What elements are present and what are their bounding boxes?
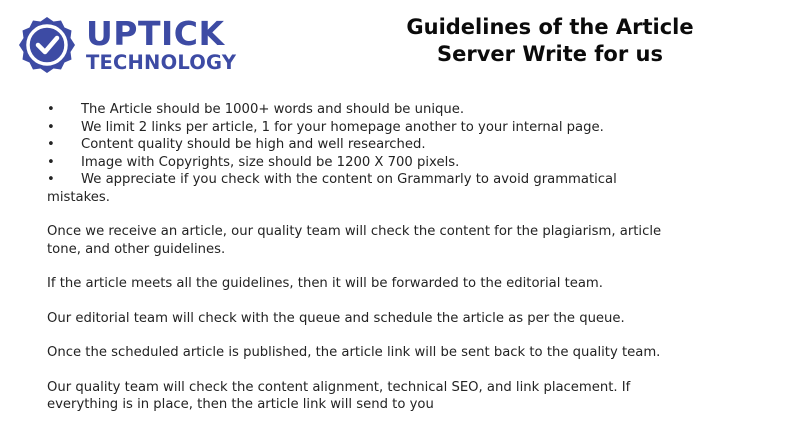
logo-word: UPTICK: [86, 14, 225, 54]
guideline-item: • Image with Copyrights, size should be 1200 X 700 pixels.: [47, 154, 677, 172]
guideline-item: • Content quality should be high and well researched.: [47, 136, 677, 154]
process-paragraph: If the article meets all the guidelines, then it will be forwarded to the editorial team.: [47, 276, 603, 291]
process-paragraph: Our editorial team will check with the queue and schedule the article as per the queue.: [47, 310, 625, 326]
guidelines-body: [47, 101, 677, 414]
checkmark-badge-icon: [16, 14, 78, 76]
logo-wordmark: [86, 14, 237, 75]
process-paragraph: Once the scheduled article is published, the article link will be sent back to the quality team.: [47, 345, 661, 360]
page-title-line-2: Server Write for us: [437, 42, 663, 66]
page-title: [360, 14, 740, 68]
page-title-line-1: Guidelines of the Article: [406, 15, 694, 39]
logo-subtitle: TECHNOLOGY: [86, 51, 237, 75]
process-paragraph: Our quality team will check the content alignment, technical SEO, and link placement. If everything is in place, then the article link will send to you: [47, 379, 631, 412]
guideline-item: • We appreciate if you check with the content on Grammarly to avoid grammatical mistakes.: [47, 171, 677, 206]
process-paragraph: Once we receive an article, our quality team will check the content for the plagiarism, article tone, and other guidelines.: [47, 224, 662, 257]
guidelines-list: [47, 101, 677, 206]
company-logo: [16, 14, 236, 76]
guideline-item: • We limit 2 links per article, 1 for your homepage another to your internal page.: [47, 119, 677, 137]
guideline-item: • The Article should be 1000+ words and should be unique.: [47, 101, 677, 119]
